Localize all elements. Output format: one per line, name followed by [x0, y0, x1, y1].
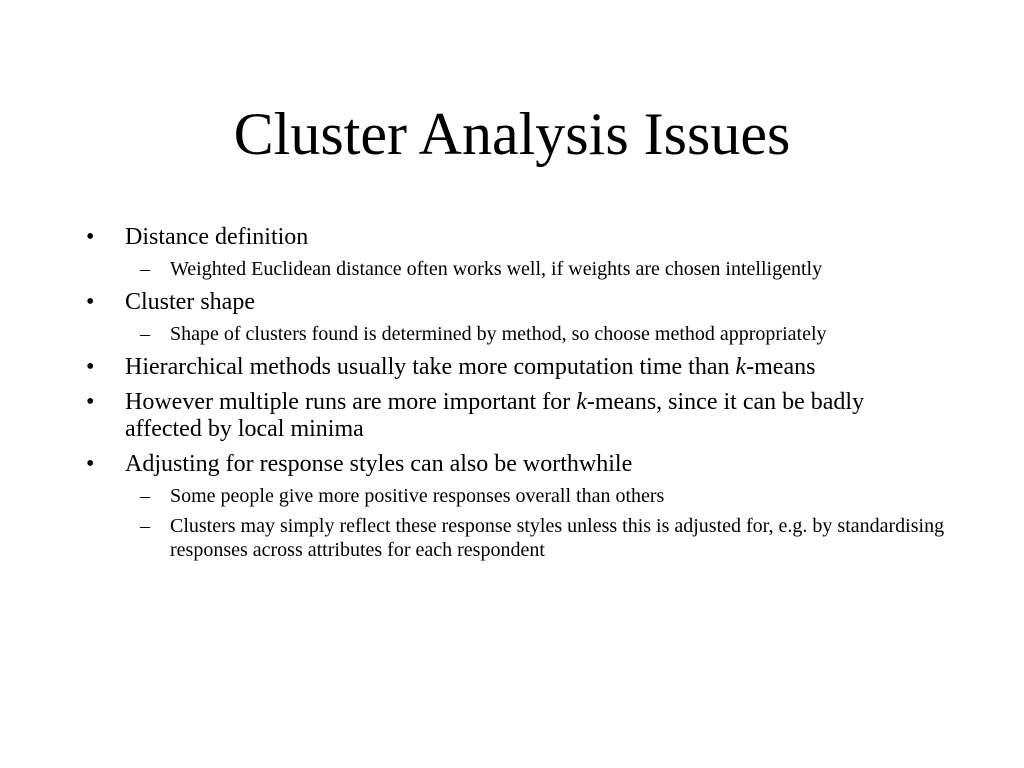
dash-marker: – — [140, 258, 150, 280]
bullet-text-after: -means — [746, 354, 816, 380]
bullet-marker: • — [86, 289, 95, 315]
bullet-text-after: -means, since it can be badly affected by local minima — [125, 389, 865, 442]
italic-k: k — [576, 389, 587, 415]
sub-list — [125, 322, 946, 346]
bullet-marker: • — [86, 451, 95, 477]
bullet-list — [86, 224, 946, 562]
bullet-text-before: Hierarchical methods usually take more computation time than — [125, 354, 736, 380]
sub-item-text: Some people give more positive responses overall than others — [170, 485, 665, 507]
sub-item — [125, 322, 946, 346]
bullet-marker: • — [86, 354, 95, 380]
sub-item-text: Clusters may simply reflect these response styles unless this is adjusted for, e.g. by standardising responses across attributes for each respondent — [170, 515, 945, 561]
dash-marker: – — [140, 323, 150, 345]
sub-item — [125, 257, 946, 281]
bullet-marker: • — [86, 389, 95, 415]
bullet-text: Adjusting for response styles can also be worthwhile — [125, 451, 633, 477]
bullet-text: Cluster shape — [125, 289, 255, 315]
bullet-item-multiple-runs — [86, 389, 946, 443]
italic-k: k — [735, 354, 747, 380]
bullet-item-response-styles — [86, 451, 946, 562]
bullet-item-cluster-shape — [86, 289, 946, 346]
bullet-text-before: However multiple runs are more important for — [125, 389, 577, 415]
slide-title: Cluster Analysis Issues — [233, 101, 791, 167]
sub-item — [125, 514, 946, 562]
bullet-item-hierarchical-methods — [86, 354, 946, 381]
sub-list — [125, 257, 946, 281]
bullet-text: Distance definition — [125, 224, 309, 250]
sub-item-text: Weighted Euclidean distance often works well, if weights are chosen intelligently — [170, 258, 823, 280]
sub-item-text: Shape of clusters found is determined by method, so choose method appropriately — [170, 323, 827, 345]
bullet-item-distance-definition — [86, 224, 946, 281]
sub-item — [125, 484, 946, 508]
dash-marker: – — [140, 515, 150, 537]
dash-marker: – — [140, 485, 150, 507]
bullet-marker: • — [86, 224, 95, 250]
sub-list — [125, 484, 946, 562]
